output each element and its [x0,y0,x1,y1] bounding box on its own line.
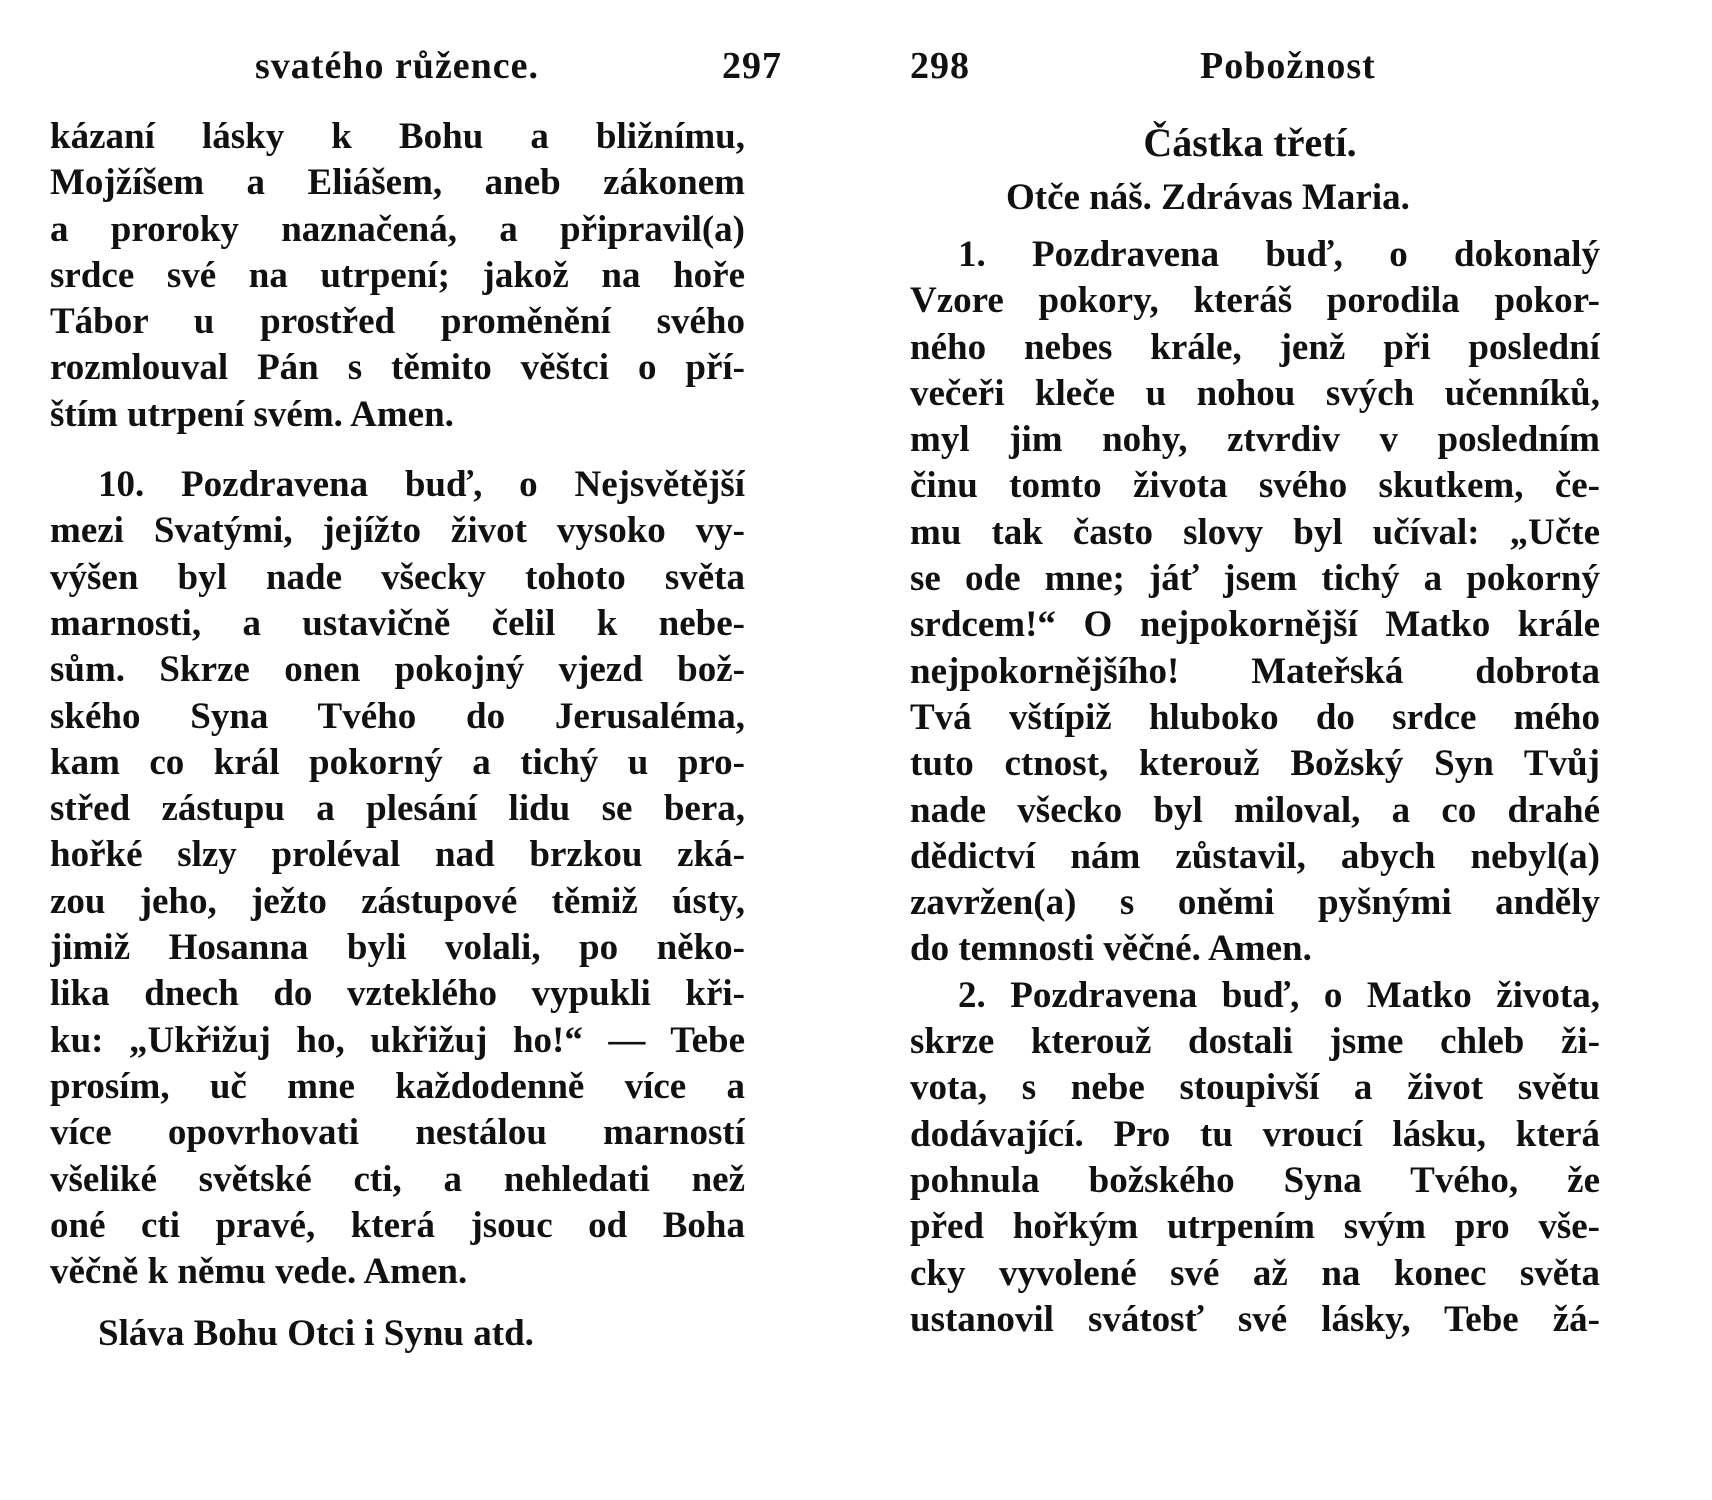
text-line: výšen byl nade všecky tohoto světa [50,556,745,598]
text-line: mezi Svatými, jejížto život vysoko vy- [50,510,745,552]
text-line: ku: „Ukřižuj ho, ukřižuj ho!“ — Tebe [50,1019,745,1061]
text-line: skrze kterouž dostali jsme chleb ži- [910,1021,1600,1063]
text-line: hořké slzy proléval nad brzkou zká- [50,834,745,876]
text-line: oné cti pravé, která jsouc od Boha [50,1204,745,1246]
text-line: zavržen(a) s oněmi pyšnými anděly [910,882,1600,924]
text-line: věčně k němu vede. Amen. [50,1251,468,1293]
left-page [50,40,830,1470]
text-line: nejpokornějšího! Mateřská dobrota [910,650,1600,692]
text-line: tuto ctnost, kterouž Božský Syn Tvůj [910,743,1600,785]
text-line: myl jim nohy, ztvrdiv v posledním [910,419,1600,461]
section-subtitle: Otče náš. Zdrávas Maria. [1006,177,1410,218]
right-page [910,40,1670,1470]
text-line: do temnosti věčné. Amen. [910,928,1312,970]
text-line: 10. Pozdravena buď, o Nejsvětější [98,464,745,506]
text-line: Vzore pokory, kteráš porodila pokor- [910,280,1600,322]
text-line: ského Syna Tvého do Jerusaléma, [50,695,745,737]
text-line: marnosti, a ustavičně čelil k nebe- [50,602,745,644]
text-line: a proroky naznačená, a připravil(a) [50,208,745,250]
left-paragraph-10 [50,462,745,1295]
text-line: střed zástupu a plesání lidu se bera, [50,788,745,830]
right-header-title: Pobožnost [1200,45,1376,87]
text-line: vota, s nebe stoupivší a život světu [910,1067,1600,1109]
text-line: kam co král pokorný a tichý u pro- [50,741,745,783]
text-line: Mojžíšem a Eliášem, aneb zákonem [50,162,745,204]
right-running-head [910,40,1670,100]
text-line: štím utrpení svém. Amen. [50,393,454,435]
text-line: 2. Pozdravena buď, o Matko života, [958,974,1600,1016]
text-line: ustanovil svátosť své lásky, Tebe žá- [910,1298,1600,1340]
text-line: se ode mne; jáť jsem tichý a pokorný [910,558,1600,600]
text-line: ného nebes krále, jenž při poslední [910,326,1600,368]
text-line: zou jeho, ježto zástupové těmiž ústy, [50,880,745,922]
text-line: činu tomto života svého skutkem, če- [910,465,1600,507]
text-line: rozmlouval Pán s těmito věštci o pří- [50,347,745,389]
text-line: Tvá vštípiž hluboko do srdce mého [910,696,1600,738]
text-line: více opovrhovati nestálou marností [50,1112,745,1154]
text-line: všeliké světské cti, a nehledati než [50,1158,745,1200]
text-line: dodávající. Pro tu vroucí lásku, která [910,1113,1600,1155]
left-paragraph-1 [50,114,745,438]
section-title: Částka třetí. [1143,120,1357,165]
text-line: 1. Pozdravena buď, o dokonalý [958,234,1600,275]
text-line: cky vyvolené své až na konec světa [910,1252,1600,1294]
right-paragraph-2 [910,973,1600,1343]
text-line: večeři kleče u nohou svých učenníků, [910,372,1600,414]
text-line: jimiž Hosanna byli volali, po něko- [50,927,745,969]
text-line: srdcem!“ O nejpokornější Matko krále [910,604,1600,646]
text-line: lika dnech do vzteklého vypukli kři- [50,973,745,1015]
text-line: dědictví nám zůstavil, abych nebyl(a) [910,835,1600,877]
text-line: nade všecko byl miloval, a co drahé [910,789,1600,831]
text-line: kázaní lásky k Bohu a bližnímu, [50,116,745,157]
text-line: mu tak často slovy byl učíval: „Učte [910,511,1600,553]
left-header-title: svatého růžence. [255,45,540,87]
text-line: prosím, uč mne každodenně více a [50,1065,745,1107]
left-page-number: 297 [722,45,782,87]
text-line: sům. Skrze onen pokojný vjezd bož- [50,649,745,691]
right-paragraph-1 [910,232,1600,973]
left-closing-line: Sláva Bohu Otci i Synu atd. [98,1313,534,1355]
left-running-head [50,40,830,100]
text-line: srdce své na utrpení; jakož na hoře [50,254,745,296]
right-page-number: 298 [910,45,970,87]
text-line: před hořkým utrpením svým pro vše- [910,1206,1600,1248]
text-line: Tábor u prostřed proměnění svého [50,301,745,343]
text-line: pohnula božského Syna Tvého, že [910,1159,1600,1201]
